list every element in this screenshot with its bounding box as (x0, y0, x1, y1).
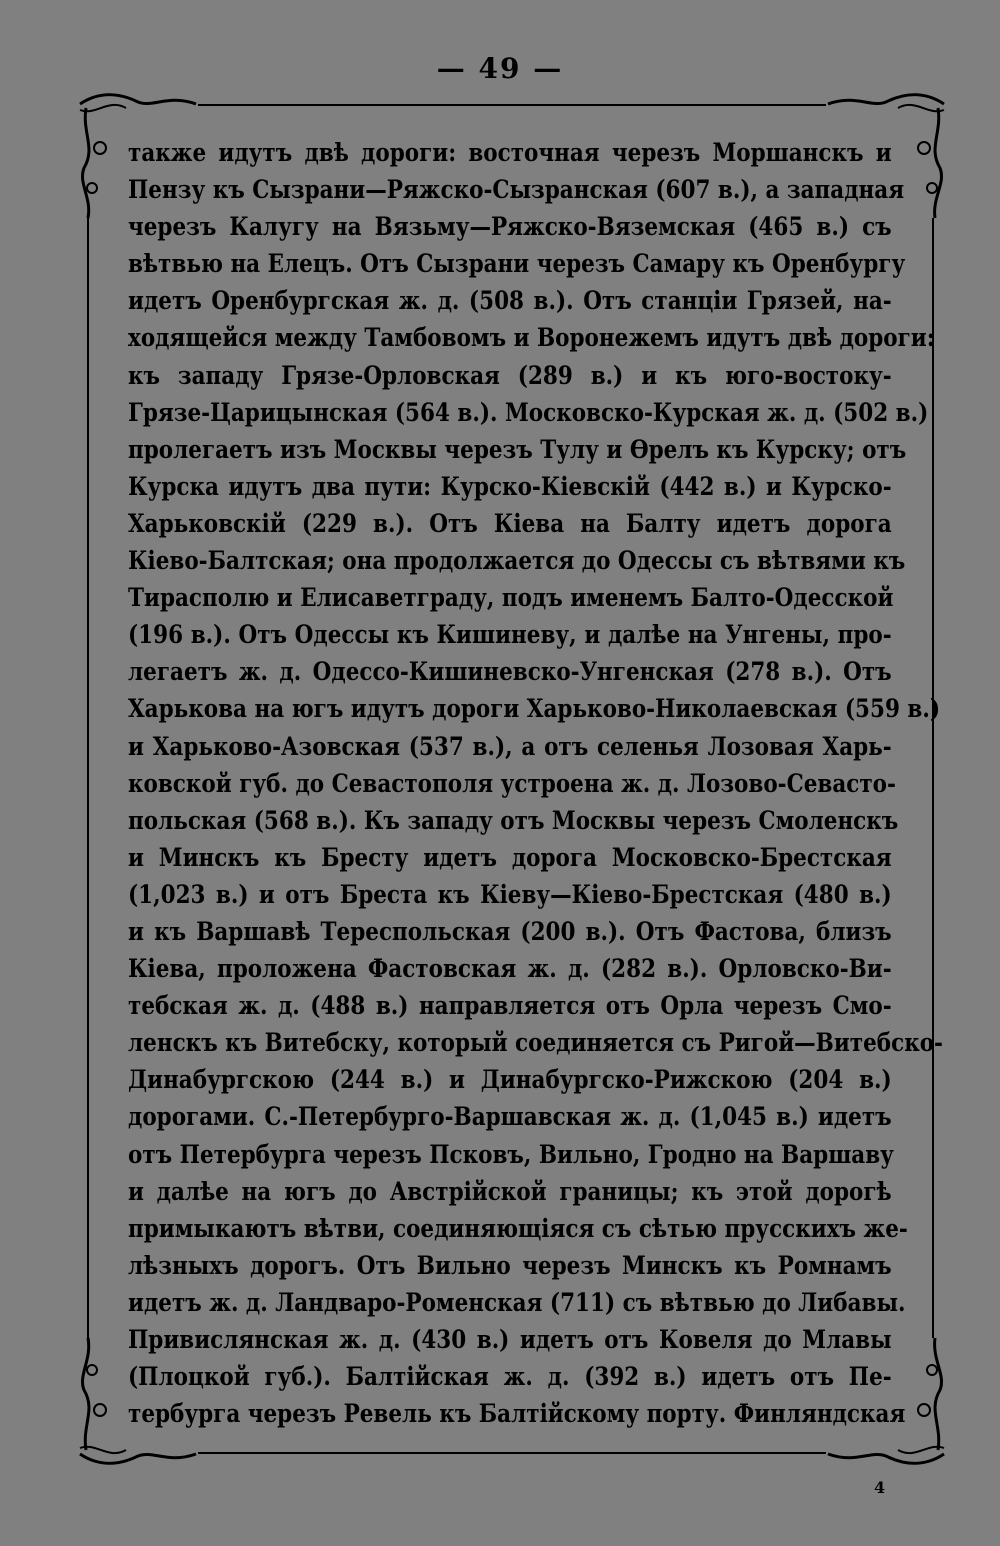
text-line: Привислянская ж. д. (430 в.) идетъ отъ Ковеля до Млавы (128, 1325, 892, 1354)
text-line: отъ Петербурга черезъ Псковъ, Вильно, Гродно на Варшаву (128, 1139, 894, 1169)
text-line: ходящейся между Тамбовомъ и Воронежемъ идутъ двѣ дороги: (128, 323, 935, 353)
text-line: идетъ ж. д. Ландваро-Роменская (711) съ вѣтвью до Либавы. (128, 1287, 906, 1317)
text-line: легаетъ ж. д. Одессо-Кишиневско-Унгенская (278 в.). Отъ (128, 657, 892, 687)
text-line: Кіево-Балтская; она продолжается до Одессы съ вѣтвями къ (128, 546, 906, 576)
text-line: ленскъ къ Витебску, который соединяется съ Ригой—Витебско- (128, 1028, 943, 1058)
text-line: Харькова на югъ идутъ дороги Харьково-Николаевская (559 в.) (128, 694, 941, 724)
text-line: ковской губ. до Севастополя устроена ж. д. Лозово-Севасто- (128, 768, 896, 798)
text-line: Пензу къ Сызрани—Ряжско-Сызранская (607 в.), а западная (128, 175, 905, 205)
text-line: черезъ Калугу на Вязьму—Ряжско-Вяземская (465 в.) съ (128, 212, 892, 242)
text-line: дорогами. С.-Петербурго-Варшавская ж. д. (1,045 в.) идетъ (128, 1102, 892, 1132)
body-text (128, 134, 943, 1432)
text-line: идетъ Оренбургская ж. д. (508 в.). Отъ станціи Грязей, на- (128, 286, 892, 316)
text-line: вѣтвью на Елецъ. Отъ Сызрани черезъ Самару къ Оренбургу (128, 249, 906, 279)
text-line: къ западу Грязе-Орловская (289 в.) и къ юго-востоку- (128, 360, 892, 390)
text-line: Грязе-Царицынская (564 в.). Московско-Курская ж. д. (502 в.) (128, 397, 929, 427)
text-line: тербурга черезъ Ревель къ Балтійскому порту. Финляндская (128, 1399, 906, 1429)
text-line: Тирасполю и Елисаветграду, подъ именемъ Балто-Одесской (128, 583, 894, 613)
text-line: Кіева, проложена Фастовская ж. д. (282 в.). Орловско-Ви- (128, 954, 892, 984)
text-line: Курска идутъ два пути: Курско-Кіевскій (442 в.) и Курско- (128, 471, 892, 501)
text-line: польская (568 в.). Къ западу отъ Москвы черезъ Смоленскъ (128, 805, 899, 835)
printer-signature-mark: 4 (874, 1478, 886, 1497)
text-line: лѣзныхъ дорогъ. Отъ Вильно черезъ Минскъ къ Ромнамъ (128, 1250, 892, 1280)
text-line: и Харьково-Азовская (537 в.), а отъ селенья Лозовая Харь- (128, 731, 892, 761)
text-line: примыкаютъ вѣтви, соединяющіяся съ сѣтью прусскихъ же- (128, 1213, 908, 1243)
text-line: и къ Варшавѣ Тереспольская (200 в.). Отъ Фастова, близъ (128, 916, 892, 946)
text-line: (196 в.). Отъ Одессы къ Кишиневу, и далѣе на Унгены, про- (128, 620, 892, 650)
text-line: и далѣе на югъ до Австрійской границы; къ этой дорогѣ (128, 1176, 892, 1206)
page-number: — 49 — (436, 52, 564, 85)
text-line: также идутъ двѣ дороги: восточная черезъ Моршанскъ и (128, 138, 892, 167)
text-line: (Плоцкой губ.). Балтійская ж. д. (392 в.) идетъ отъ Пе- (128, 1362, 892, 1392)
text-line: (1,023 в.) и отъ Бреста къ Кіеву—Кіево-Брестская (480 в.) (128, 879, 892, 909)
text-line: и Минскъ къ Бресту идетъ дорога Московско-Брестская (128, 842, 892, 872)
text-line: Харьковскій (229 в.). Отъ Кіева на Балту идетъ дорога (128, 508, 892, 538)
text-line: Динабургскою (244 в.) и Динабургско-Рижскою (204 в.) (128, 1065, 892, 1095)
text-line: пролегаетъ изъ Москвы черезъ Тулу и Ѳрелъ къ Курску; отъ (128, 434, 907, 464)
text-line: тебская ж. д. (488 в.) направляется отъ Орла черезъ Смо- (128, 991, 892, 1021)
